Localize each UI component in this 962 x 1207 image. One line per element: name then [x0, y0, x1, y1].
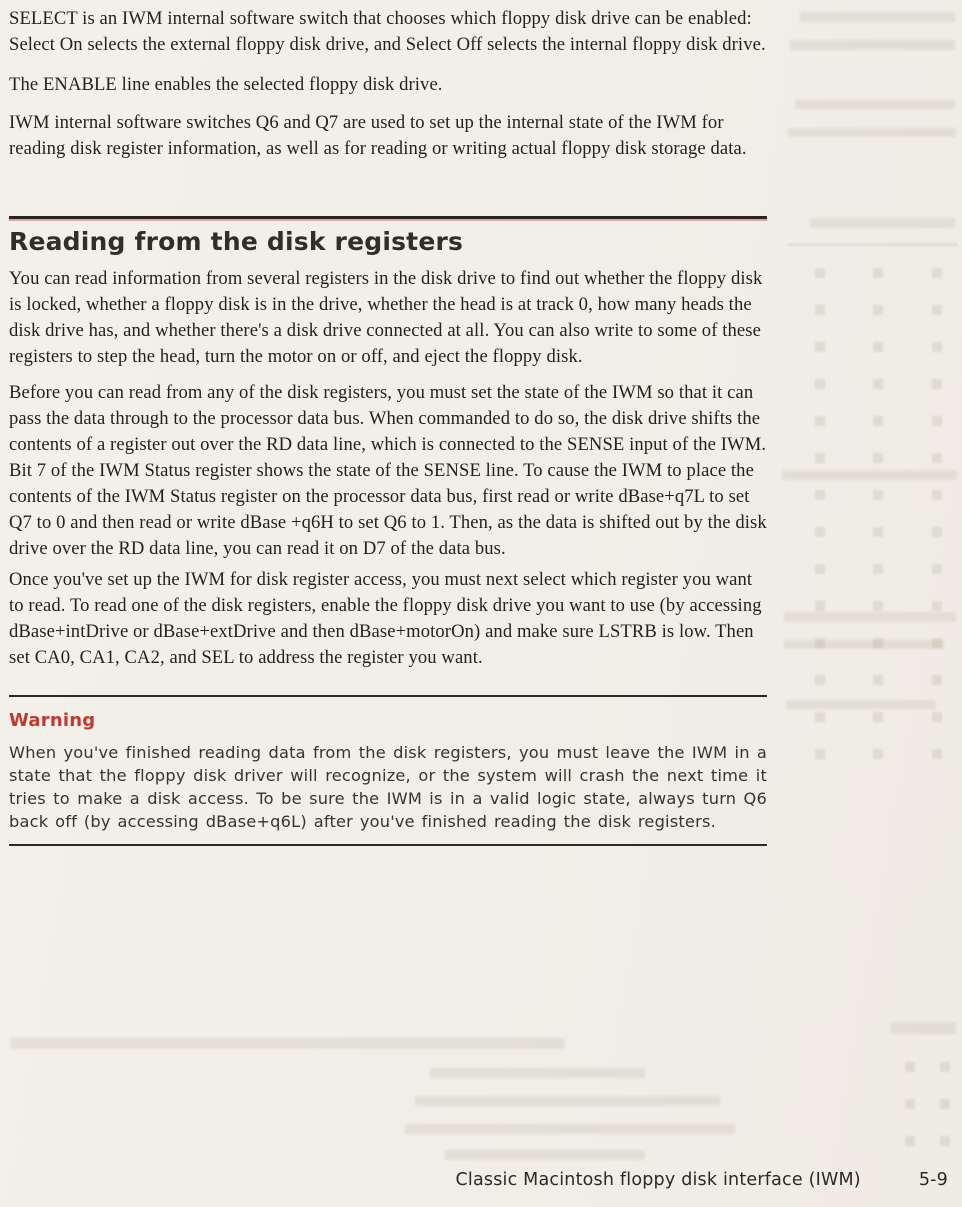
paragraph-select-switch: SELECT is an IWM internal software switch that chooses which floppy disk drive can be enabled: Select On selects the external floppy disk drive, and Select Off selects the internal floppy disk drive.	[9, 8, 766, 55]
bleed-through-artifact	[430, 1068, 645, 1078]
bleed-through-artifact	[405, 1124, 735, 1134]
bleed-through-artifact	[782, 470, 957, 480]
bleed-through-artifact	[905, 1062, 915, 1162]
bleed-through-artifact	[784, 640, 944, 649]
paragraph-enable-line: The ENABLE line enables the selected floppy disk drive.	[9, 74, 443, 95]
bleed-through-artifact	[932, 268, 942, 763]
footer-page-number: 5-9	[918, 1170, 948, 1190]
bleed-through-artifact	[810, 218, 955, 228]
bleed-through-artifact	[786, 700, 936, 709]
bleed-through-artifact	[788, 128, 956, 137]
bleed-through-artifact	[788, 243, 958, 246]
paragraph-iwm-state-setup: Before you can read from any of the disk registers, you must set the state of the IWM so that it can pass the data through to the processor data bus. When commanded to do so, the disk drive shifts the contents of a register out over the RD data line, which is connected to the SENSE input of the IWM. Bit 7 of the IWM Status register shows the state of the SENSE line. To cause the IWM to place the contents of the IWM Status register on the processor data bus, first read or write dBase+q7L to set Q7 to 0 and then read or write dBase +q6H to set Q6 to 1. Then, as the data is shifted out by the disk drive over the RD data line, you can read it on D7 of the data bus.	[9, 382, 767, 559]
warning-bottom-rule	[9, 844, 767, 846]
bleed-through-artifact	[784, 612, 956, 622]
bleed-through-artifact	[415, 1096, 720, 1106]
section-divider-rule	[9, 216, 767, 219]
section-heading: Reading from the disk registers	[9, 227, 464, 256]
bleed-through-artifact	[795, 100, 955, 109]
bleed-through-artifact	[790, 40, 955, 50]
warning-paragraph: When you've finished reading data from the disk registers, you must leave the IWM in a state that the floppy disk driver will recognize, or the system will crash the next time it tries to make a disk access. To be sure the IWM is in a valid logic state, always turn Q6 back off (by accessing dBase+q6L) after you've finished reading the disk registers.	[9, 743, 767, 831]
bleed-through-artifact	[890, 1022, 956, 1034]
bleed-through-artifact	[445, 1150, 645, 1160]
bleed-through-artifact	[800, 12, 955, 22]
content-column	[9, 0, 767, 854]
paragraph-q6-q7-switches: IWM internal software switches Q6 and Q7 are used to set up the internal state of the IWM for reading disk register information, as well as for reading or writing actual floppy disk storage data.	[9, 112, 747, 159]
warning-heading: Warning	[9, 710, 96, 731]
footer-chapter-title: Classic Macintosh floppy disk interface (IWM)	[455, 1170, 861, 1190]
page-footer	[9, 1170, 951, 1190]
bleed-through-artifact	[940, 1062, 950, 1162]
warning-top-rule	[9, 695, 767, 697]
bleed-through-artifact	[10, 1038, 565, 1049]
bleed-through-artifact	[873, 268, 883, 763]
bleed-through-artifact	[815, 268, 825, 763]
paragraph-select-register: Once you've set up the IWM for disk register access, you must next select which register you want to read. To read one of the disk registers, enable the floppy disk drive you want to use (by accessing dBase+intDrive or dBase+extDrive and then dBase+motorOn) and make sure LSTRB is low. Then set CA0, CA1, CA2, and SEL to address the register you want.	[9, 569, 762, 668]
paragraph-read-registers-overview: You can read information from several registers in the disk drive to find out whether the floppy disk is locked, whether a floppy disk is in the drive, whether the head is at track 0, how many heads the disk drive has, and whether there's a disk drive connected at all. You can also write to some of these registers to step the head, turn the motor on or off, and eject the floppy disk.	[9, 268, 763, 367]
